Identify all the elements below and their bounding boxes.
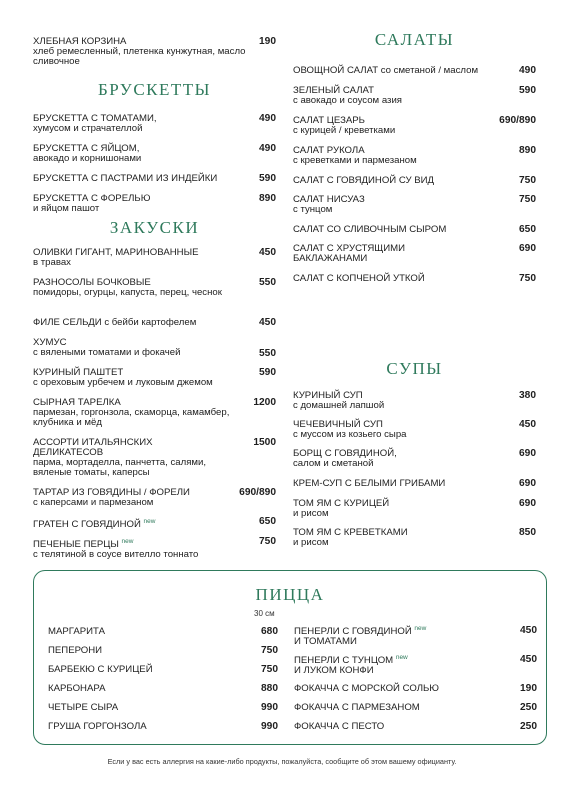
item-name: КАРБОНАРА bbox=[48, 683, 106, 694]
menu-item bbox=[293, 146, 536, 166]
new-badge: new bbox=[395, 654, 408, 661]
item-name: ЧЕЧЕВИЧНЫЙ СУП bbox=[293, 419, 383, 430]
item-name: КУРИНЫЙ СУП bbox=[293, 390, 363, 401]
item-name: ГРУША ГОРГОНЗОЛА bbox=[48, 721, 147, 732]
item-price: 450 bbox=[259, 247, 276, 258]
menu-item bbox=[48, 665, 278, 675]
item-name: БОРЩ С ГОВЯДИНОЙ, bbox=[293, 448, 397, 459]
menu-item bbox=[33, 144, 276, 164]
item-desc: с креветками и пармезаном bbox=[293, 155, 417, 166]
menu-item bbox=[293, 528, 536, 548]
item-price: 1200 bbox=[253, 397, 276, 408]
menu-item bbox=[33, 318, 276, 328]
item-price: 250 bbox=[520, 702, 537, 713]
menu-item bbox=[293, 244, 536, 264]
menu-item bbox=[33, 194, 276, 214]
menu-item bbox=[293, 391, 536, 411]
item-name: САЛАТ РУКОЛА bbox=[293, 145, 365, 156]
item-name-line2: И ТОМАТАМИ bbox=[294, 636, 357, 648]
new-badge: new bbox=[143, 518, 156, 525]
item-name: ФОКАЧЧА С МОРСКОЙ СОЛЬЮ bbox=[294, 683, 439, 694]
item-desc: с муссом из козьего сыра bbox=[293, 429, 407, 440]
menu-item bbox=[293, 116, 536, 136]
menu-item bbox=[293, 449, 536, 469]
item-price: 750 bbox=[261, 664, 278, 675]
item-price: 1500 bbox=[253, 437, 276, 448]
item-price: 990 bbox=[261, 702, 278, 713]
item-name: ФОКАЧЧА С ПАРМЕЗАНОМ bbox=[294, 702, 420, 713]
item-price: 590 bbox=[519, 85, 536, 96]
item-price: 450 bbox=[520, 654, 537, 665]
item-price: 250 bbox=[520, 721, 537, 732]
item-price: 490 bbox=[519, 65, 536, 76]
item-desc: хлеб ремесленный, плетенка кунжутная, масло сливочное bbox=[33, 46, 246, 67]
item-price: 690 bbox=[519, 448, 536, 459]
item-desc: с авокадо и соусом азия bbox=[293, 95, 402, 106]
item-name-line2: И ЛУКОМ КОНФИ bbox=[294, 665, 374, 677]
section-title-soups: СУПЫ bbox=[386, 359, 443, 378]
item-name: ПЕПЕРОНИ bbox=[48, 645, 103, 656]
section-title-salads: САЛАТЫ bbox=[374, 30, 455, 49]
item-name: БРУСКЕТТА С ТОМАТАМИ, bbox=[33, 113, 157, 124]
menu-item bbox=[33, 278, 276, 298]
item-desc: хумусом и страчателлой bbox=[33, 123, 143, 134]
item-price: 450 bbox=[519, 419, 536, 430]
item-name: САЛАТ СО СЛИВОЧНЫМ СЫРОМ bbox=[293, 224, 447, 235]
item-desc: с каперсами и пармезаном bbox=[33, 497, 154, 508]
section-title-pizza: ПИЦЦА bbox=[255, 585, 325, 604]
item-name: ХЛЕБНАЯ КОРЗИНА bbox=[33, 36, 127, 47]
item-price: 750 bbox=[519, 175, 536, 186]
item-price: 190 bbox=[259, 36, 276, 47]
menu-item bbox=[48, 627, 278, 637]
menu-item bbox=[293, 479, 536, 489]
item-name: БРУСКЕТТА С ФОРЕЛЬЮ bbox=[33, 193, 151, 204]
item-price: 190 bbox=[520, 683, 537, 694]
item-price: 650 bbox=[519, 224, 536, 235]
item-price: 690 bbox=[519, 243, 536, 254]
menu-item bbox=[33, 114, 276, 134]
menu-item-bread-basket bbox=[33, 37, 276, 67]
item-desc: в травах bbox=[33, 257, 71, 268]
new-badge: new bbox=[414, 625, 427, 632]
item-price: 750 bbox=[519, 273, 536, 284]
item-name: ОЛИВКИ ГИГАНТ, МАРИНОВАННЫЕ bbox=[33, 247, 199, 258]
item-name: СЫРНАЯ ТАРЕЛКА bbox=[33, 397, 121, 408]
item-desc: с курицей / креветками bbox=[293, 125, 396, 136]
section-title-bruschetta: БРУСКЕТТЫ bbox=[98, 80, 211, 99]
item-desc: салом и сметаной bbox=[293, 458, 374, 469]
menu-item bbox=[293, 499, 536, 519]
item-price: 550 bbox=[259, 348, 276, 359]
item-price: 690 bbox=[519, 478, 536, 489]
menu-item bbox=[294, 722, 537, 732]
menu-item bbox=[294, 624, 537, 647]
item-name: ОВОЩНОЙ САЛАТ со сметаной / маслом bbox=[293, 65, 479, 76]
item-name: ГРАТЕН С ГОВЯДИНОЙ $^{new}$ bbox=[33, 518, 156, 531]
item-price: 850 bbox=[519, 527, 536, 538]
menu-item bbox=[293, 195, 536, 215]
item-price: 550 bbox=[259, 277, 276, 288]
item-name: ПЕЧЕНЫЕ ПЕРЦЫ $^{new}$ bbox=[33, 538, 134, 551]
item-name: ЗЕЛЕНЫЙ САЛАТ bbox=[293, 85, 375, 96]
item-price: 990 bbox=[261, 721, 278, 732]
item-name: КРЕМ-СУП С БЕЛЫМИ ГРИБАМИ bbox=[293, 478, 446, 489]
item-price: 590 bbox=[259, 173, 276, 184]
item-name: ФИЛЕ СЕЛЬДИ с бейби картофелем bbox=[33, 317, 197, 328]
item-price: 490 bbox=[259, 113, 276, 124]
item-desc: пармезан, горгонзола, скаморца, камамбер, клубника и мёд bbox=[33, 407, 230, 428]
item-name: ФОКАЧЧА С ПЕСТО bbox=[294, 721, 385, 732]
menu-item bbox=[294, 703, 537, 713]
item-desc: и яйцом пашот bbox=[33, 203, 100, 214]
menu-item bbox=[33, 398, 276, 428]
menu-item bbox=[293, 274, 536, 284]
menu-item bbox=[48, 722, 278, 732]
menu-item bbox=[33, 438, 276, 478]
section-title-snacks: ЗАКУСКИ bbox=[109, 218, 200, 237]
item-name: САЛАТ С ГОВЯДИНОЙ СУ ВИД bbox=[293, 175, 435, 186]
item-desc: авокадо и корнишонами bbox=[33, 153, 142, 164]
item-price: 890 bbox=[259, 193, 276, 204]
item-name: КУРИНЫЙ ПАШТЕТ bbox=[33, 367, 124, 378]
menu-item bbox=[294, 653, 537, 676]
item-desc: парма, мортаделла, панчетта, салями, вяленые томаты, каперсы bbox=[33, 457, 207, 478]
item-name: БРУСКЕТТА С ПАСТРАМИ ИЗ ИНДЕЙКИ bbox=[33, 173, 218, 184]
item-price: 590 bbox=[259, 367, 276, 378]
menu-item bbox=[293, 176, 536, 186]
item-price: 690 bbox=[519, 498, 536, 509]
new-badge: new bbox=[121, 538, 134, 545]
menu-item bbox=[293, 420, 536, 440]
item-price: 680 bbox=[261, 626, 278, 637]
menu-item bbox=[48, 646, 278, 656]
menu-item bbox=[293, 225, 536, 235]
item-price: 750 bbox=[259, 536, 276, 547]
item-desc: и рисом bbox=[293, 508, 329, 519]
item-name: ТОМ ЯМ С КРЕВЕТКАМИ bbox=[293, 527, 408, 538]
item-price: 380 bbox=[519, 390, 536, 401]
menu-item bbox=[33, 537, 276, 560]
item-name: ЧЕТЫРЕ СЫРА bbox=[48, 702, 119, 713]
item-name: ПЕНЕРЛИ С ГОВЯДИНОЙ $^{new}$ bbox=[294, 625, 427, 638]
item-name: ХУМУС bbox=[33, 337, 67, 348]
item-desc: с тунцом bbox=[293, 204, 333, 215]
menu-item bbox=[33, 488, 276, 508]
allergy-note: Если у вас есть аллергия на какие-либо продукты, пожалуйста, сообщите об этом вашему официанту. bbox=[107, 757, 457, 766]
item-price: 690/890 bbox=[239, 487, 276, 498]
item-name: МАРГАРИТА bbox=[48, 626, 105, 637]
item-price: 490 bbox=[259, 143, 276, 154]
menu-item bbox=[293, 66, 536, 76]
menu-item bbox=[33, 368, 276, 388]
item-desc: и рисом bbox=[293, 537, 329, 548]
menu-item bbox=[33, 338, 276, 358]
item-price: 880 bbox=[261, 683, 278, 694]
item-name: ТОМ ЯМ С КУРИЦЕЙ bbox=[293, 498, 390, 509]
item-name: БРУСКЕТТА С ЯЙЦОМ, bbox=[33, 143, 140, 154]
item-price: 650 bbox=[259, 516, 276, 527]
item-desc: помидоры, огурцы, капуста, перец, чеснок bbox=[33, 287, 222, 298]
item-name: САЛАТ С КОПЧЕНОЙ УТКОЙ bbox=[293, 273, 425, 284]
item-desc: с домашней лапшой bbox=[293, 400, 385, 411]
item-price: 890 bbox=[519, 145, 536, 156]
pizza-size-label: 30 см bbox=[254, 609, 275, 618]
item-name: РАЗНОСОЛЫ БОЧКОВЫЕ bbox=[33, 277, 151, 288]
item-name: САЛАТ НИСУАЗ bbox=[293, 194, 365, 205]
item-name: САЛАТ ЦЕЗАРЬ bbox=[293, 115, 365, 126]
item-name: ПЕНЕРЛИ С ТУНЦОМ $^{new}$ bbox=[294, 654, 408, 667]
item-price: 750 bbox=[261, 645, 278, 656]
menu-item bbox=[48, 703, 278, 713]
pizza-section bbox=[33, 570, 547, 745]
menu-item bbox=[294, 684, 537, 694]
item-price: 450 bbox=[520, 625, 537, 636]
item-price: 450 bbox=[259, 317, 276, 328]
menu-item bbox=[293, 86, 536, 106]
item-price: 690/890 bbox=[499, 115, 536, 126]
menu-item bbox=[33, 248, 276, 268]
item-name: ТАРТАР ИЗ ГОВЯДИНЫ / ФОРЕЛИ bbox=[33, 487, 190, 498]
item-desc: с ореховым урбечем и луковым джемом bbox=[33, 377, 213, 388]
item-name: АССОРТИ ИТАЛЬЯНСКИХ ДЕЛИКАТЕСОВ bbox=[33, 437, 153, 458]
menu-item bbox=[33, 174, 276, 184]
item-price: 750 bbox=[519, 194, 536, 205]
item-desc: с вялеными томатами и фокачей bbox=[33, 347, 181, 358]
item-name: БАРБЕКЮ С КУРИЦЕЙ bbox=[48, 664, 153, 675]
menu-item bbox=[33, 517, 276, 530]
menu-item bbox=[48, 684, 278, 694]
item-desc: с телятиной в соусе вителло тоннато bbox=[33, 549, 199, 561]
item-name: САЛАТ С ХРУСТЯЩИМИ БАКЛАЖАНАМИ bbox=[293, 243, 406, 264]
